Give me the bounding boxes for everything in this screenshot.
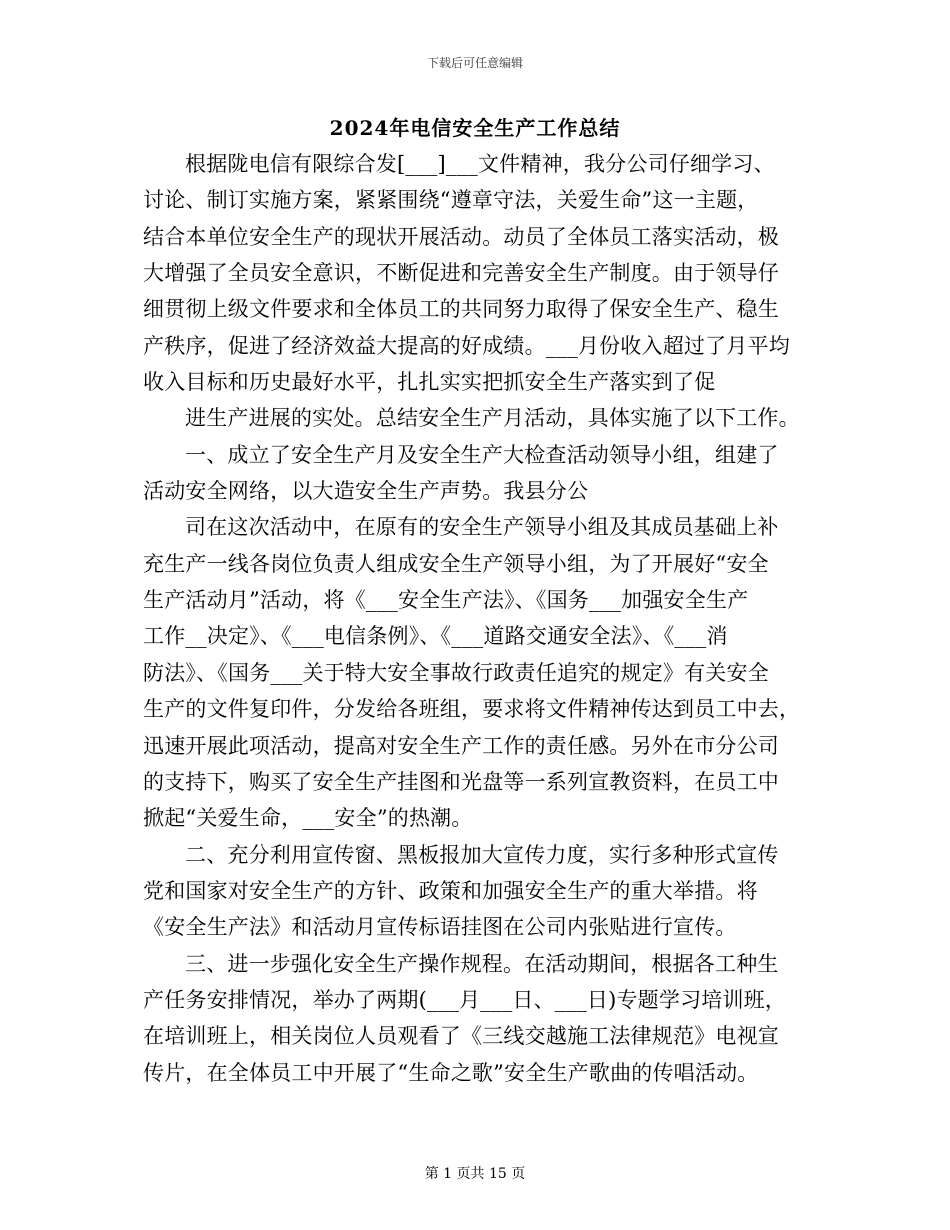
document-title: 2024年电信安全生产工作总结: [329, 116, 621, 140]
text-line: 结合本单位安全生产的现状开展活动。动员了全体员工落实活动，极: [143, 224, 779, 249]
text-line: 掀起“关爱生命，___安全”的热潮。: [143, 806, 473, 831]
text-line: 细贯彻上级文件要求和全体员工的共同努力取得了保安全生产、稳生: [143, 297, 779, 322]
document-body: [143, 146, 815, 1091]
page-number: 第 1 页共 15 页: [424, 1166, 526, 1182]
text-line: 大增强了全员安全意识，不断促进和完善安全生产制度。由于领导仔: [143, 261, 779, 286]
text-line: 在培训班上，相关岗位人员观看了《三线交越施工法律规范》电视宣: [143, 1024, 779, 1049]
text-line: 产秩序，促进了经济效益大提高的好成绩。___月份收入超过了月平均: [143, 333, 790, 358]
text-line: 传片，在全体员工中开展了“生命之歌”安全生产歌曲的传唱活动。: [143, 1060, 759, 1085]
text-line: 党和国家对安全生产的方针、政策和加强安全生产的重大举措。将: [143, 878, 758, 903]
text-line: 三、进一步强化安全生产操作规程。在活动期间，根据各工种生: [185, 951, 779, 976]
text-line: 根据陇电信有限综合发[___]___文件精神，我分公司仔细学习、: [185, 152, 775, 176]
text-line: 产任务安排情况，举办了两期(___月___日、___日)专题学习培训班，: [143, 987, 787, 1012]
text-line: 迅速开展此项活动，提高对安全生产工作的责任感。另外在市分公司: [143, 733, 779, 758]
text-line: 一、成立了安全生产月及安全生产大检查活动领导小组，组建了: [185, 442, 779, 467]
text-line: 进生产进展的实处。总结安全生产月活动，具体实施了以下工作。: [185, 406, 800, 431]
text-line: 《安全生产法》和活动月宣传标语挂图在公司内张贴进行宣传。: [143, 915, 737, 940]
text-line: 工作__决定》、《___电信条例》、《___道路交通安全法》、《___消: [143, 624, 728, 649]
header-note: 下载后可任意编辑: [426, 56, 523, 70]
text-line: 防法》、《国务___关于特大安全事故行政责任追究的规定》有关安全: [143, 660, 769, 685]
text-line: 的支持下，购买了安全生产挂图和光盘等一系列宣教资料，在员工中: [143, 769, 779, 794]
text-line: 活动安全网络，以大造安全生产声势。我县分公: [143, 479, 589, 504]
text-line: 生产活动月”活动，将《___安全生产法》、《国务___加强安全生产: [143, 588, 749, 613]
text-line: 充生产一线各岗位负责人组成安全生产领导小组，为了开展好“安全: [143, 551, 769, 576]
text-line: 二、充分利用宣传窗、黑板报加大宣传力度，实行多种形式宣传: [185, 842, 779, 867]
text-line: 生产的文件复印件，分发给各班组，要求将文件精神传达到员工中去，: [143, 697, 801, 722]
text-line: 收入目标和历史最好水平，扎扎实实把抓安全生产落实到了促: [143, 370, 716, 395]
text-line: 司在这次活动中，在原有的安全生产领导小组及其成员基础上补: [185, 515, 779, 540]
text-line: 讨论、制订实施方案，紧紧围绕“遵章守法，关爱生命”这一主题，: [143, 188, 759, 213]
